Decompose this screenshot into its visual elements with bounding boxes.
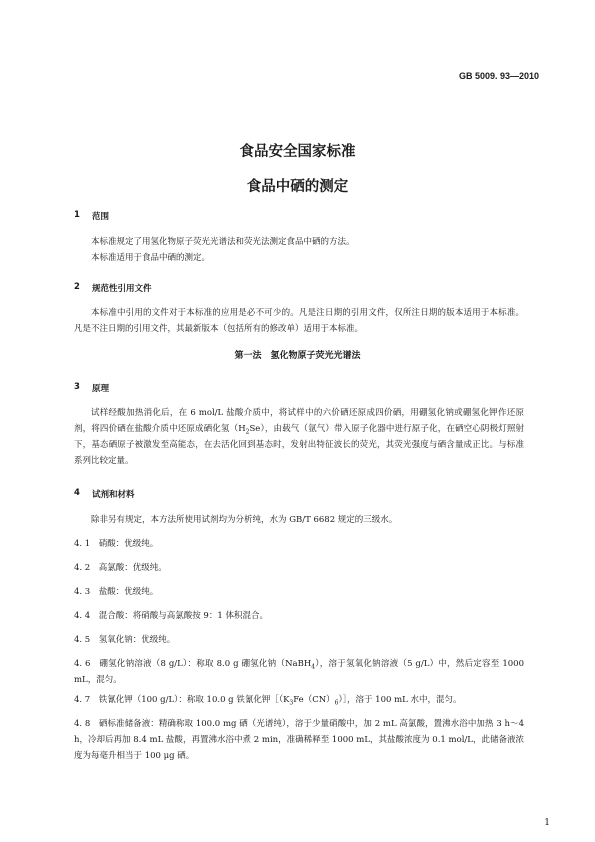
item-4-1: 4. 1 硝酸：优级纯。 [74,539,159,549]
item-4-5: 4. 5 氢氧化钠：优级纯。 [74,635,176,645]
document-subtitle: 食品中硒的测定 [246,179,349,195]
section-4-number: 4 [74,488,80,498]
section-2-heading: 规范性引用文件 [92,284,152,294]
item-4-8: 4. 8 硒标准储备液：精确称取 100.0 mg 硒（光谱纯），溶于少量硝酸中，加 2 mL 高氯酸，置沸水浴中加热 3 h～4 h，冷却后再加 8.4 mL 盐酸，再置沸水浴中煮 2 min，准确稀释至 1000 mL，其盐酸浓度为 0.1 mol/L，此储备液浓度为每毫升相当于 100 μg 硒。 [74,719,524,761]
section-1-paragraph-2: 本标准适用于食品中硒的测定。 [91,253,211,263]
item-4-4: 4. 4 混合酸：将硝酸与高氯酸按 9：1 体积混合。 [74,611,268,621]
item-4-7: 4. 7 铁氰化钾（100 g/L）：称取 10.0 g 铁氰化钾$[(K_3Fe(CN)_6)]$，溶于 100 mL 水中，混匀。 [74,695,462,707]
section-3-number: 3 [74,382,80,392]
section-1-paragraph-1: 本标准规定了用氢化物原子荧光光谱法和荧光法测定食品中硒的方法。 [91,237,355,247]
section-1-number: 1 [74,210,80,220]
section-4-intro: 除非另有规定，本方法所使用试剂均为分析纯，水为 GB/T 6682 规定的三级水。 [91,515,398,525]
standard-number: GB 5009. 93—2010 [458,71,539,81]
item-4-6: 4. 6 硼氢化钠溶液（8 g/L）：称取 8.0 g 硼氢化钠（NaBH$_4$），溶于氢氧化钠溶液（5 g/L）中，然后定容至 1000 mL，混匀。 [74,659,524,685]
section-2-paragraph-1: 本标准中引用的文件对于本标准的应用是必不可少的。凡是注日期的引用文件，仅所注日期的版本适用于本标准。凡是不注日期的引用文件，其最新版本（包括所有的修改单）适用于本标准。 [74,308,524,334]
item-4-3: 4. 3 盐酸：优级纯。 [74,587,159,597]
page-number: 1 [544,818,550,828]
document-title: 食品安全国家标准 [239,144,356,160]
method-1-title: 第一法 氢化物原子荧光光谱法 [234,351,361,361]
item-4-2: 4. 2 高氯酸：优级纯。 [74,563,167,573]
section-4-heading: 试剂和材料 [92,490,135,500]
section-1-heading: 范围 [92,212,110,222]
section-3-paragraph-1: 试样经酸加热消化后，在 6 mol/L 盐酸介质中，将试样中的六价硒还原成四价硒，用硼氢化钠或硼氢化钾作还原剂，将四价硒在盐酸介质中还原成硒化氢$(H_2Se)$，由载气（氩气）带入原子化器中进行原子化，在硒空心阴极灯照射下，基态硒原子被激发至高能态，在去活化回到基态时，发射出特征波长的荧光，其荧光强度与硒含量成正比。与标准系列比较定量。 [74,408,525,466]
section-3-heading: 原理 [92,384,110,394]
section-2-number: 2 [74,282,80,292]
